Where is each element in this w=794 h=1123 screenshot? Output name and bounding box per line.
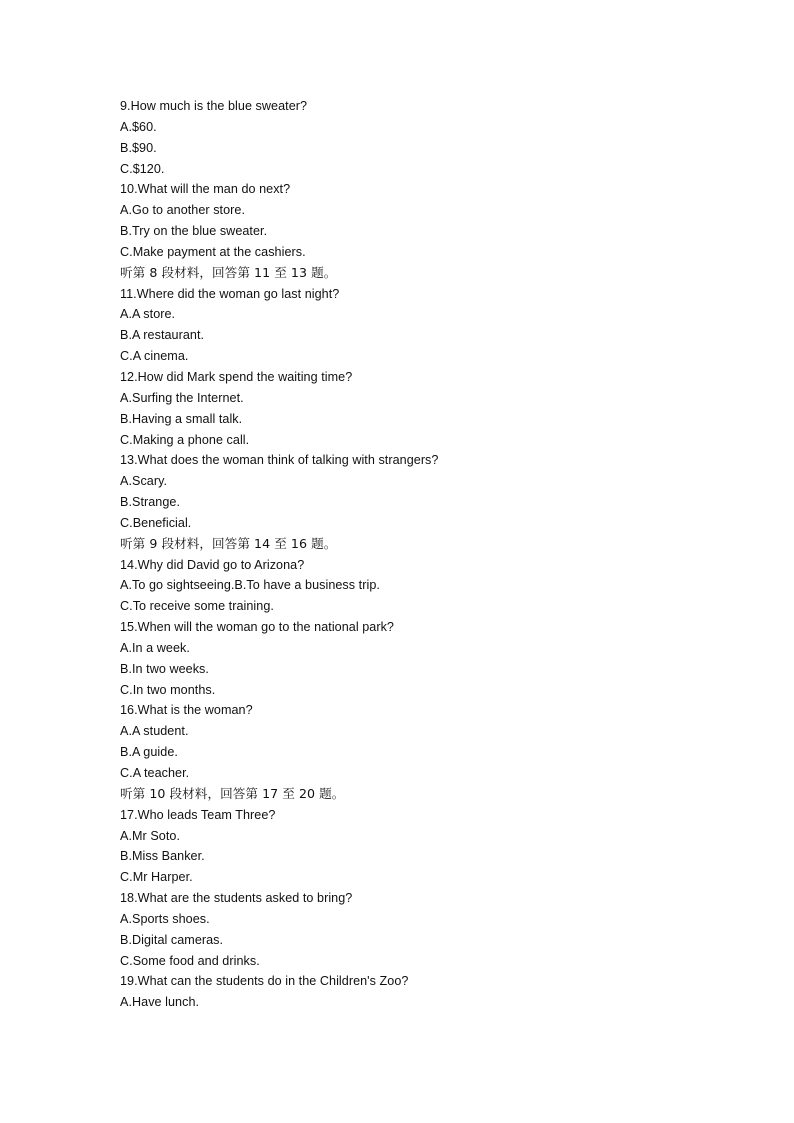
answer-option: A.Sports shoes. — [120, 911, 210, 926]
question-text: 19.What can the students do in the Children's Zoo? — [120, 974, 409, 989]
answer-option: A.Have lunch. — [120, 995, 200, 1010]
answer-option: C.A cinema. — [120, 349, 189, 364]
answer-option: A.A student. — [120, 724, 189, 739]
question-text: 14.Why did David go to Arizona? — [120, 557, 305, 572]
answer-option: C.A teacher. — [120, 766, 190, 780]
question-text: 9.How much is the blue sweater? — [120, 99, 308, 113]
document-page — [120, 96, 720, 1013]
answer-option: C.Beneficial. — [120, 515, 192, 530]
section-instruction: 听第 10 段材料，回答第 17 至 20 题。 — [120, 785, 345, 801]
answer-option: A.Go to another store. — [120, 203, 246, 218]
answer-option: B.In two weeks. — [120, 661, 209, 676]
answer-option: B.Digital cameras. — [120, 932, 224, 947]
answer-option: A.$60. — [120, 119, 157, 134]
section-instruction: 听第 9 段材料，回答第 14 至 16 题。 — [120, 535, 337, 551]
answer-option: C.To receive some training. — [120, 599, 274, 614]
answer-option: B.Strange. — [120, 495, 181, 510]
question-text: 15.When will the woman go to the national park? — [120, 620, 394, 635]
answer-option: B.$90. — [120, 140, 157, 155]
answer-option: A.Scary. — [120, 474, 168, 489]
question-text: 13.What does the woman think of talking with strangers? — [120, 453, 439, 468]
answer-option: A.In a week. — [120, 640, 190, 655]
question-text: 16.What is the woman? — [120, 703, 253, 718]
answer-option: C.Some food and drinks. — [120, 953, 260, 968]
answer-option: B.Having a small talk. — [120, 411, 243, 426]
answer-option: C.$120. — [120, 161, 165, 176]
answer-option: A.Surfing the Internet. — [120, 390, 244, 405]
question-text: 11.Where did the woman go last night? — [120, 286, 340, 301]
answer-option: C.Make payment at the cashiers. — [120, 244, 306, 259]
answer-option: A.Mr Soto. — [120, 828, 180, 843]
question-text: 10.What will the man do next? — [120, 182, 291, 197]
answer-option: B.Try on the blue sweater. — [120, 224, 268, 239]
section-instruction: 听第 8 段材料，回答第 11 至 13 题。 — [120, 264, 337, 280]
answer-option: B.A guide. — [120, 745, 178, 760]
question-text: 18.What are the students asked to bring? — [120, 891, 353, 906]
answer-option: C.In two months. — [120, 682, 216, 697]
answer-option: C.Mr Harper. — [120, 870, 193, 885]
answer-option: B.A restaurant. — [120, 328, 205, 343]
question-text: 12.How did Mark spend the waiting time? — [120, 369, 353, 384]
answer-option: A.To go sightseeing.B.To have a business trip. — [120, 578, 380, 593]
answer-option: C.Making a phone call. — [120, 432, 250, 447]
answer-option: A.A store. — [120, 307, 176, 322]
answer-option: B.Miss Banker. — [120, 849, 205, 864]
question-text: 17.Who leads Team Three? — [120, 807, 276, 822]
